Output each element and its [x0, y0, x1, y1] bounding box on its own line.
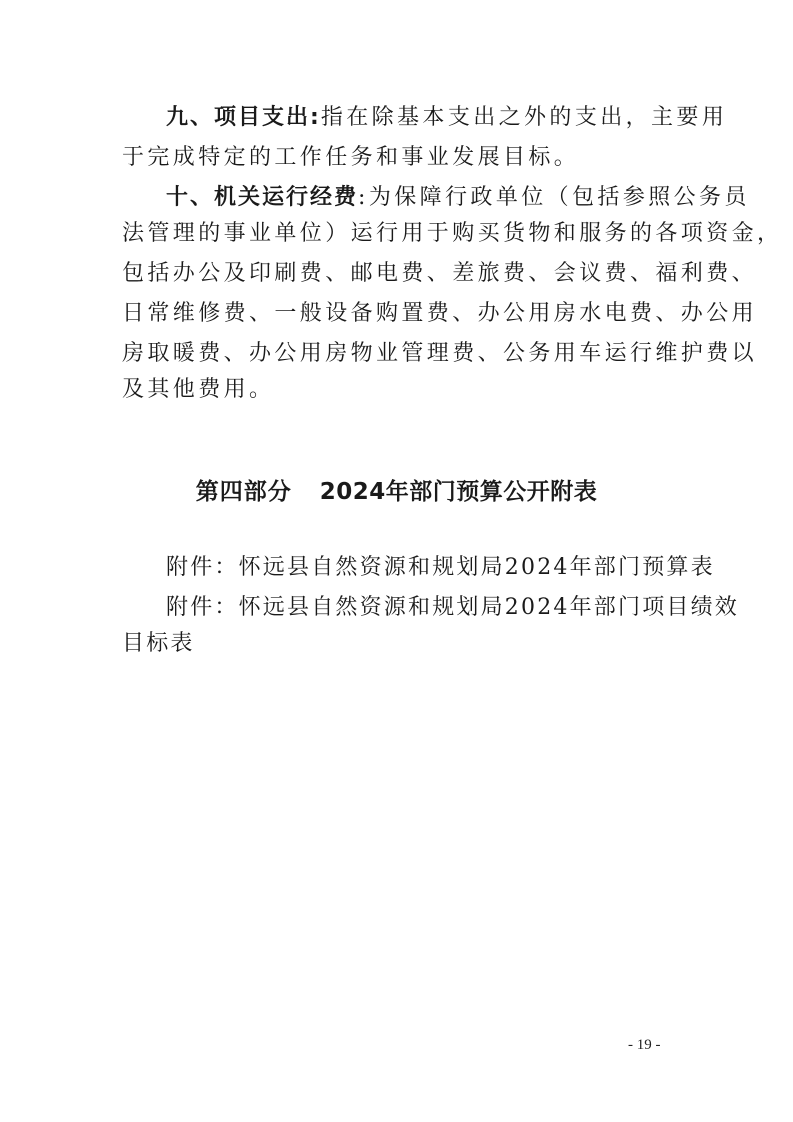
item10-label: 十、机关运行经费	[166, 185, 359, 210]
attachment-item-1: 附件：怀远县自然资源和规划局2024年部门预算表	[166, 555, 715, 580]
item10-line6: 及其他费用。	[122, 377, 275, 402]
item10-line4: 日常维修费、一般设备购置费、办公用房水电费、办公用	[122, 301, 758, 326]
item10-line1	[166, 183, 750, 213]
item9-line2: 于完成特定的工作任务和事业发展目标。	[122, 145, 580, 170]
item9-text: 指在除基本支出之外的支出，主要用	[320, 105, 728, 130]
item10-line2: 法管理的事业单位）运行用于购买货物和服务的各项资金，	[122, 221, 783, 246]
part4-title: 2024年部门预算公开附表	[319, 479, 598, 505]
part4-heading	[0, 476, 793, 508]
item9-line1	[166, 103, 728, 133]
part4-label: 第四部分	[195, 479, 292, 505]
item10-text: :为保障行政单位（包括参照公务员	[358, 185, 750, 210]
item9-label: 九、项目支出:	[166, 105, 321, 130]
attachment-item-2-line2: 目标表	[122, 631, 195, 656]
item10-line5: 房取暖费、办公用房物业管理费、公务用车运行维护费以	[122, 341, 758, 366]
item10-line3: 包括办公及印刷费、邮电费、差旅费、会议费、福利费、	[122, 261, 758, 286]
page-number: - 19 -	[628, 1037, 661, 1053]
attachment-item-2-line1: 附件：怀远县自然资源和规划局2024年部门项目绩效	[166, 595, 739, 620]
